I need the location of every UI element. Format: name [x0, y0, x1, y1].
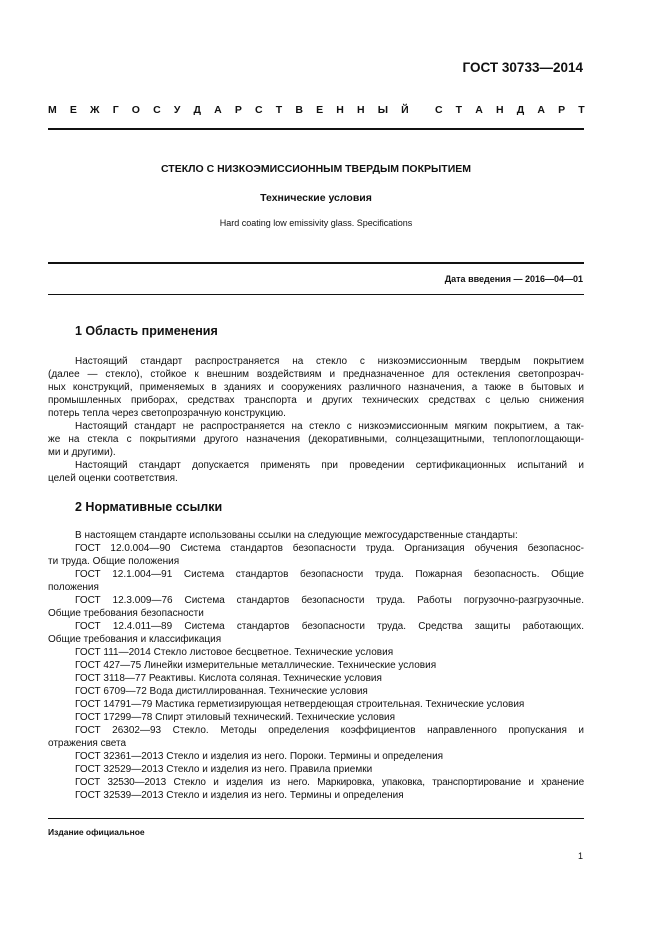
heading-letter: Р [234, 104, 242, 116]
text-line: потерь тепла через светопрозрачную конструкцию. [48, 408, 286, 419]
page-number: 1 [577, 851, 583, 861]
header-divider [48, 128, 584, 130]
text-line: положения [48, 582, 99, 593]
section-2-body [48, 529, 584, 802]
text-line: ГОСТ 14791—79 Мастика герметизирующая нетвердеющая строительная. Технические условия [75, 699, 525, 710]
heading-letter: Е [69, 104, 77, 116]
section-1-body [48, 355, 584, 485]
heading-letter: С [434, 104, 443, 116]
text-line: ГОСТ 12.3.009—76 Система стандартов безопасности труда. Работы погрузочно-разгрузочные. [75, 595, 584, 606]
text-line: Настоящий стандарт не распространяется на стекло с низкоэмиссионным мягким покрытием, а так- [75, 421, 584, 432]
text-line: же на стекла с покрытиями другого назначения (декоративными, солнцезащитными, теплопоглощающи- [48, 434, 584, 445]
text-line: целей оценки соответствия. [48, 473, 178, 484]
heading-letter: Т [275, 104, 283, 116]
document-title: СТЕКЛО С НИЗКОЭМИССИОННЫМ ТВЕРДЫМ ПОКРЫТИЕМ [160, 163, 472, 175]
heading-letter: А [475, 104, 483, 116]
footer-divider [48, 818, 584, 819]
text-line: ГОСТ 17299—78 Спирт этиловый технический. Технические условия [75, 712, 396, 723]
heading-letter: У [173, 104, 181, 116]
text-line: Настоящий стандарт допускается применять при проведении сертификационных испытаний и [75, 460, 584, 471]
text-line: ГОСТ 26302—93 Стекло. Методы определения коэффициентов направленного пропускания и [75, 725, 584, 736]
heading-letter: Н [356, 104, 365, 116]
text-line: ГОСТ 12.0.004—90 Система стандартов безопасности труда. Организация обучения безопаснос- [75, 543, 584, 554]
document-subtitle: Технические условия [260, 192, 372, 204]
text-line: ГОСТ 12.4.011—89 Система стандартов безопасности труда. Средства защиты работающих. [75, 621, 584, 632]
text-line: ГОСТ 6709—72 Вода дистиллированная. Технические условия [75, 686, 368, 697]
heading-letter: Д [516, 104, 525, 116]
heading-letter: С [255, 104, 263, 116]
heading-letter: Ж [90, 104, 100, 116]
heading-letter: С [153, 104, 161, 116]
heading-letter: О [131, 104, 140, 116]
heading-letter: Т [578, 104, 585, 116]
text-line: ГОСТ 111—2014 Стекло листовое бесцветное. Технические условия [75, 647, 394, 658]
text-line: ми и другими). [48, 447, 116, 458]
heading-letter: Е [316, 104, 324, 116]
heading-letter: Й [401, 104, 409, 116]
heading-letter: Г [112, 104, 119, 116]
date-divider [48, 294, 584, 295]
interstate-standard-heading [48, 104, 585, 116]
text-line: Общие требования и классификация [48, 634, 222, 645]
section-1-heading: 1 Область применения [75, 324, 218, 338]
document-english-title: Hard coating low emissivity glass. Specifications [219, 218, 413, 228]
text-line: ти труда. Общие положения [48, 556, 180, 567]
heading-letter: М [48, 104, 57, 116]
text-line: (далее — стекло), стойкое к внешним воздействиям и предназначенное для остекления светопрозрач- [48, 369, 584, 380]
text-line: В настоящем стандарте использованы ссылки на следующие межгосударственные стандарты: [75, 530, 518, 541]
text-line: ГОСТ 32361—2013 Стекло и изделия из него. Пороки. Термины и определения [75, 751, 444, 762]
heading-letter: Н [495, 104, 504, 116]
text-line: ГОСТ 427—75 Линейки измерительные металлические. Технические условия [75, 660, 437, 671]
text-line: промышленных приборах, средствах транспорта и других технических средствах с целью снижения [48, 395, 584, 406]
section-2-heading: 2 Нормативные ссылки [75, 500, 223, 514]
text-line: ГОСТ 32529—2013 Стекло и изделия из него. Правила приемки [75, 764, 373, 775]
introduction-date: Дата введения — 2016—04—01 [444, 274, 583, 284]
official-edition-note: Издание официальное [48, 827, 145, 837]
text-line: Настоящий стандарт распространяется на стекло с низкоэмиссионным твердым покрытием [75, 356, 584, 367]
gost-number: ГОСТ 30733—2014 [462, 60, 583, 75]
title-divider [48, 262, 584, 264]
text-line: ных конструкций, применяемых в зданиях и сооружениях различного назначения, а также в бытовых и [48, 382, 584, 393]
heading-letter: В [295, 104, 303, 116]
heading-letter: Н [336, 104, 344, 116]
text-line: Общие требования безопасности [48, 608, 204, 619]
heading-letter: Ы [377, 104, 388, 116]
text-line: ГОСТ 32539—2013 Стекло и изделия из него. Термины и определения [75, 790, 404, 801]
text-line: отражения света [48, 738, 127, 749]
heading-letter: Т [455, 104, 463, 116]
heading-letter: А [537, 104, 545, 116]
text-line: ГОСТ 32530—2013 Стекло и изделия из него. Маркировка, упаковка, транспортирование и хранение [75, 777, 584, 788]
text-line: ГОСТ 3118—77 Реактивы. Кислота соляная. Технические условия [75, 673, 382, 684]
heading-letter: Р [558, 104, 566, 116]
text-line: ГОСТ 12.1.004—91 Система стандартов безопасности труда. Пожарная безопасность. Общие [75, 569, 584, 580]
heading-letter: А [214, 104, 222, 116]
heading-letter: Д [193, 104, 201, 116]
